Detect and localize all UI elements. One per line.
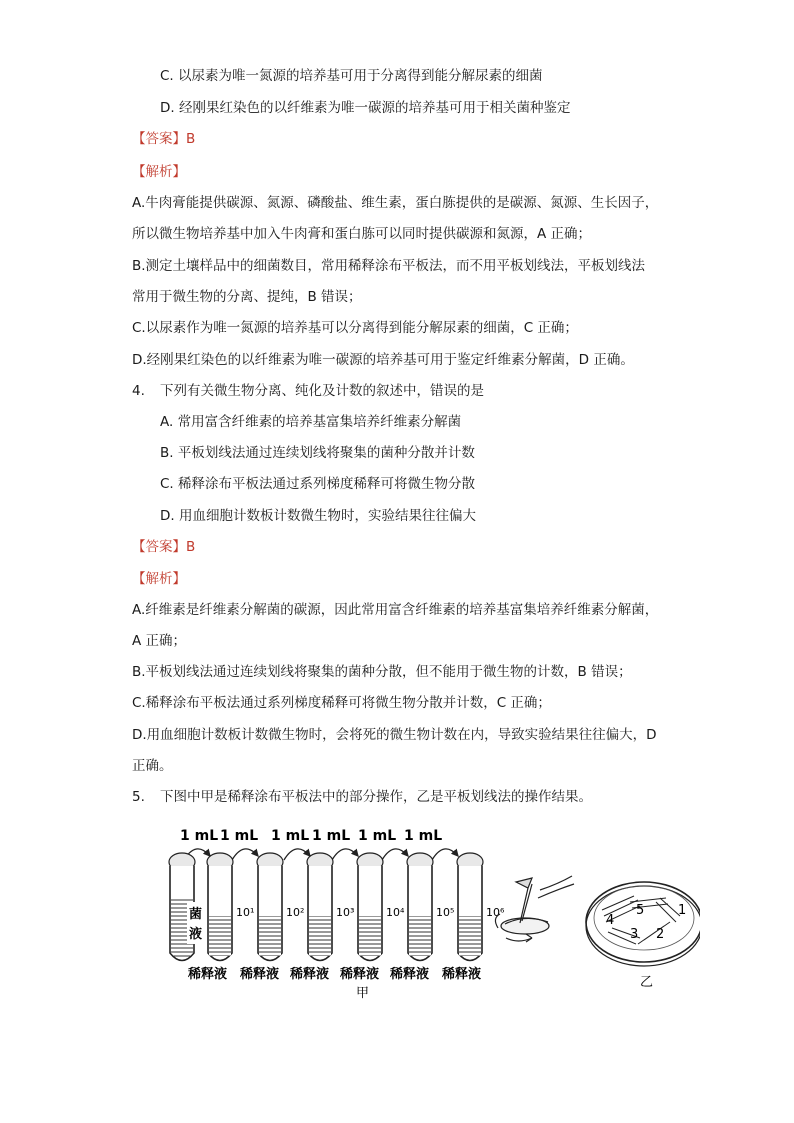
test-tube: [357, 853, 383, 961]
q4-stem-row: [132, 381, 484, 401]
q4-analysis-label: 【解析】: [132, 571, 186, 587]
transfer-arrow: [332, 849, 358, 860]
q3-option-d: D. 经刚果红染色的以纤维素为唯一碳源的培养基可用于相关菌种鉴定: [160, 100, 571, 116]
spreading-hand-icon: [495, 876, 574, 942]
q4-analysis-line: A.纤维素是纤维素分解菌的碳源，因此常用富含纤维素的培养基富集培养纤维素分解菌，: [132, 602, 659, 618]
q4-analysis-line: 正确。: [132, 758, 173, 774]
transfer-arrow: [284, 849, 310, 860]
test-tube: [307, 853, 333, 961]
dish-region-label: 2: [656, 927, 665, 942]
q3-option-c: C. 以尿素为唯一氮源的培养基可用于分离得到能分解尿素的细菌: [160, 68, 543, 84]
dish-region-label: 5: [636, 903, 645, 918]
dish-region-label: 4: [606, 913, 615, 928]
q3-answer: 【答案】B: [132, 131, 196, 147]
q3-analysis-label: 【解析】: [132, 164, 186, 180]
transfer-volume-label: 1 mL: [220, 828, 259, 844]
dilution-label: 10²: [286, 906, 305, 919]
q5-number: 5.: [132, 789, 145, 805]
q4-number: 4.: [132, 383, 145, 399]
dilution-liquid-label: 稀释液: [442, 967, 482, 982]
q4-option-c: C. 稀释涂布平板法通过系列梯度稀释可将微生物分散: [160, 476, 476, 492]
first-tube-label-char: 液: [189, 927, 203, 942]
dilution-label: 10⁶: [486, 906, 505, 919]
transfer-arrow: [232, 849, 258, 860]
dilution-label: 10¹: [236, 906, 255, 919]
dilution-liquid-label: 稀释液: [188, 967, 228, 982]
caption-yi: 乙: [640, 975, 654, 990]
caption-jia: 甲: [356, 986, 370, 1001]
test-tube: [257, 853, 283, 961]
transfer-volume-label: 1 mL: [312, 828, 351, 844]
q3-analysis-line: C.以尿素作为唯一氮源的培养基可以分离得到能分解尿素的细菌，C 正确；: [132, 320, 578, 336]
first-tube-label: [189, 926, 202, 942]
dilution-label: 10⁴: [386, 906, 405, 919]
q3-analysis-line: 常用于微生物的分离、提纯，B 错误；: [132, 289, 362, 305]
q3-analysis-line: B.测定土壤样品中的细菌数目，常用稀释涂布平板法，而不用平板划线法，平板划线法: [132, 258, 646, 274]
q4-analysis-line: B.平板划线法通过连续划线将聚集的菌种分散，但不能用于微生物的计数，B 错误；: [132, 664, 632, 680]
q3-analysis-line: 所以微生物培养基中加入牛肉膏和蛋白胨可以同时提供碳源和氮源，A 正确；: [132, 226, 592, 242]
q4-analysis-line: C.稀释涂布平板法通过系列梯度稀释可将微生物分散并计数，C 正确；: [132, 695, 551, 711]
transfer-volume-label: 1 mL: [404, 828, 443, 844]
q4-option-a: A. 常用富含纤维素的培养基富集培养纤维素分解菌: [160, 414, 462, 430]
streak-plate-dish: [586, 882, 700, 966]
q4-analysis-line: A 正确；: [132, 633, 187, 649]
q3-analysis-line: D.经刚果红染色的以纤维素为唯一碳源的培养基可用于鉴定纤维素分解菌，D 正确。: [132, 352, 634, 368]
transfer-arrow: [382, 849, 408, 860]
first-tube-label: [189, 906, 202, 922]
q5-stem-row: [132, 787, 592, 807]
transfer-volume-label: 1 mL: [180, 828, 219, 844]
test-tube: [457, 853, 483, 961]
dish-region-label: 1: [678, 903, 687, 918]
q4-analysis-line: D.用血细胞计数板计数微生物时，会将死的微生物计数在内，导致实验结果往往偏大，D: [132, 727, 657, 743]
dilution-label: 10⁵: [436, 906, 455, 919]
test-tube: [407, 853, 433, 961]
dilution-figure-svg: [160, 818, 700, 1003]
dilution-liquid-label: 稀释液: [290, 967, 330, 982]
dilution-liquid-label: 稀释液: [390, 967, 430, 982]
q4-option-b: B. 平板划线法通过连续划线将聚集的菌种分散并计数: [160, 445, 475, 461]
dilution-liquid-label: 稀释液: [240, 967, 280, 982]
dilution-figure: [160, 818, 700, 1003]
q4-option-d: D. 用血细胞计数板计数微生物时，实验结果往往偏大: [160, 508, 476, 524]
q4-answer: 【答案】B: [132, 539, 196, 555]
q3-analysis-line: A.牛肉膏能提供碳源、氮源、磷酸盐、维生素，蛋白胨提供的是碳源、氮源、生长因子，: [132, 195, 659, 211]
first-tube-label-char: 菌: [189, 907, 203, 922]
q4-stem: 下列有关微生物分离、纯化及计数的叙述中，错误的是: [160, 383, 484, 399]
test-tube: [207, 853, 233, 961]
transfer-volume-label: 1 mL: [271, 828, 310, 844]
dilution-liquid-label: 稀释液: [340, 967, 380, 982]
dilution-label: 10³: [336, 906, 355, 919]
q5-stem: 下图中甲是稀释涂布平板法中的部分操作，乙是平板划线法的操作结果。: [160, 789, 592, 805]
transfer-arrow: [432, 849, 458, 860]
dish-region-label: 3: [630, 927, 639, 942]
transfer-volume-label: 1 mL: [358, 828, 397, 844]
